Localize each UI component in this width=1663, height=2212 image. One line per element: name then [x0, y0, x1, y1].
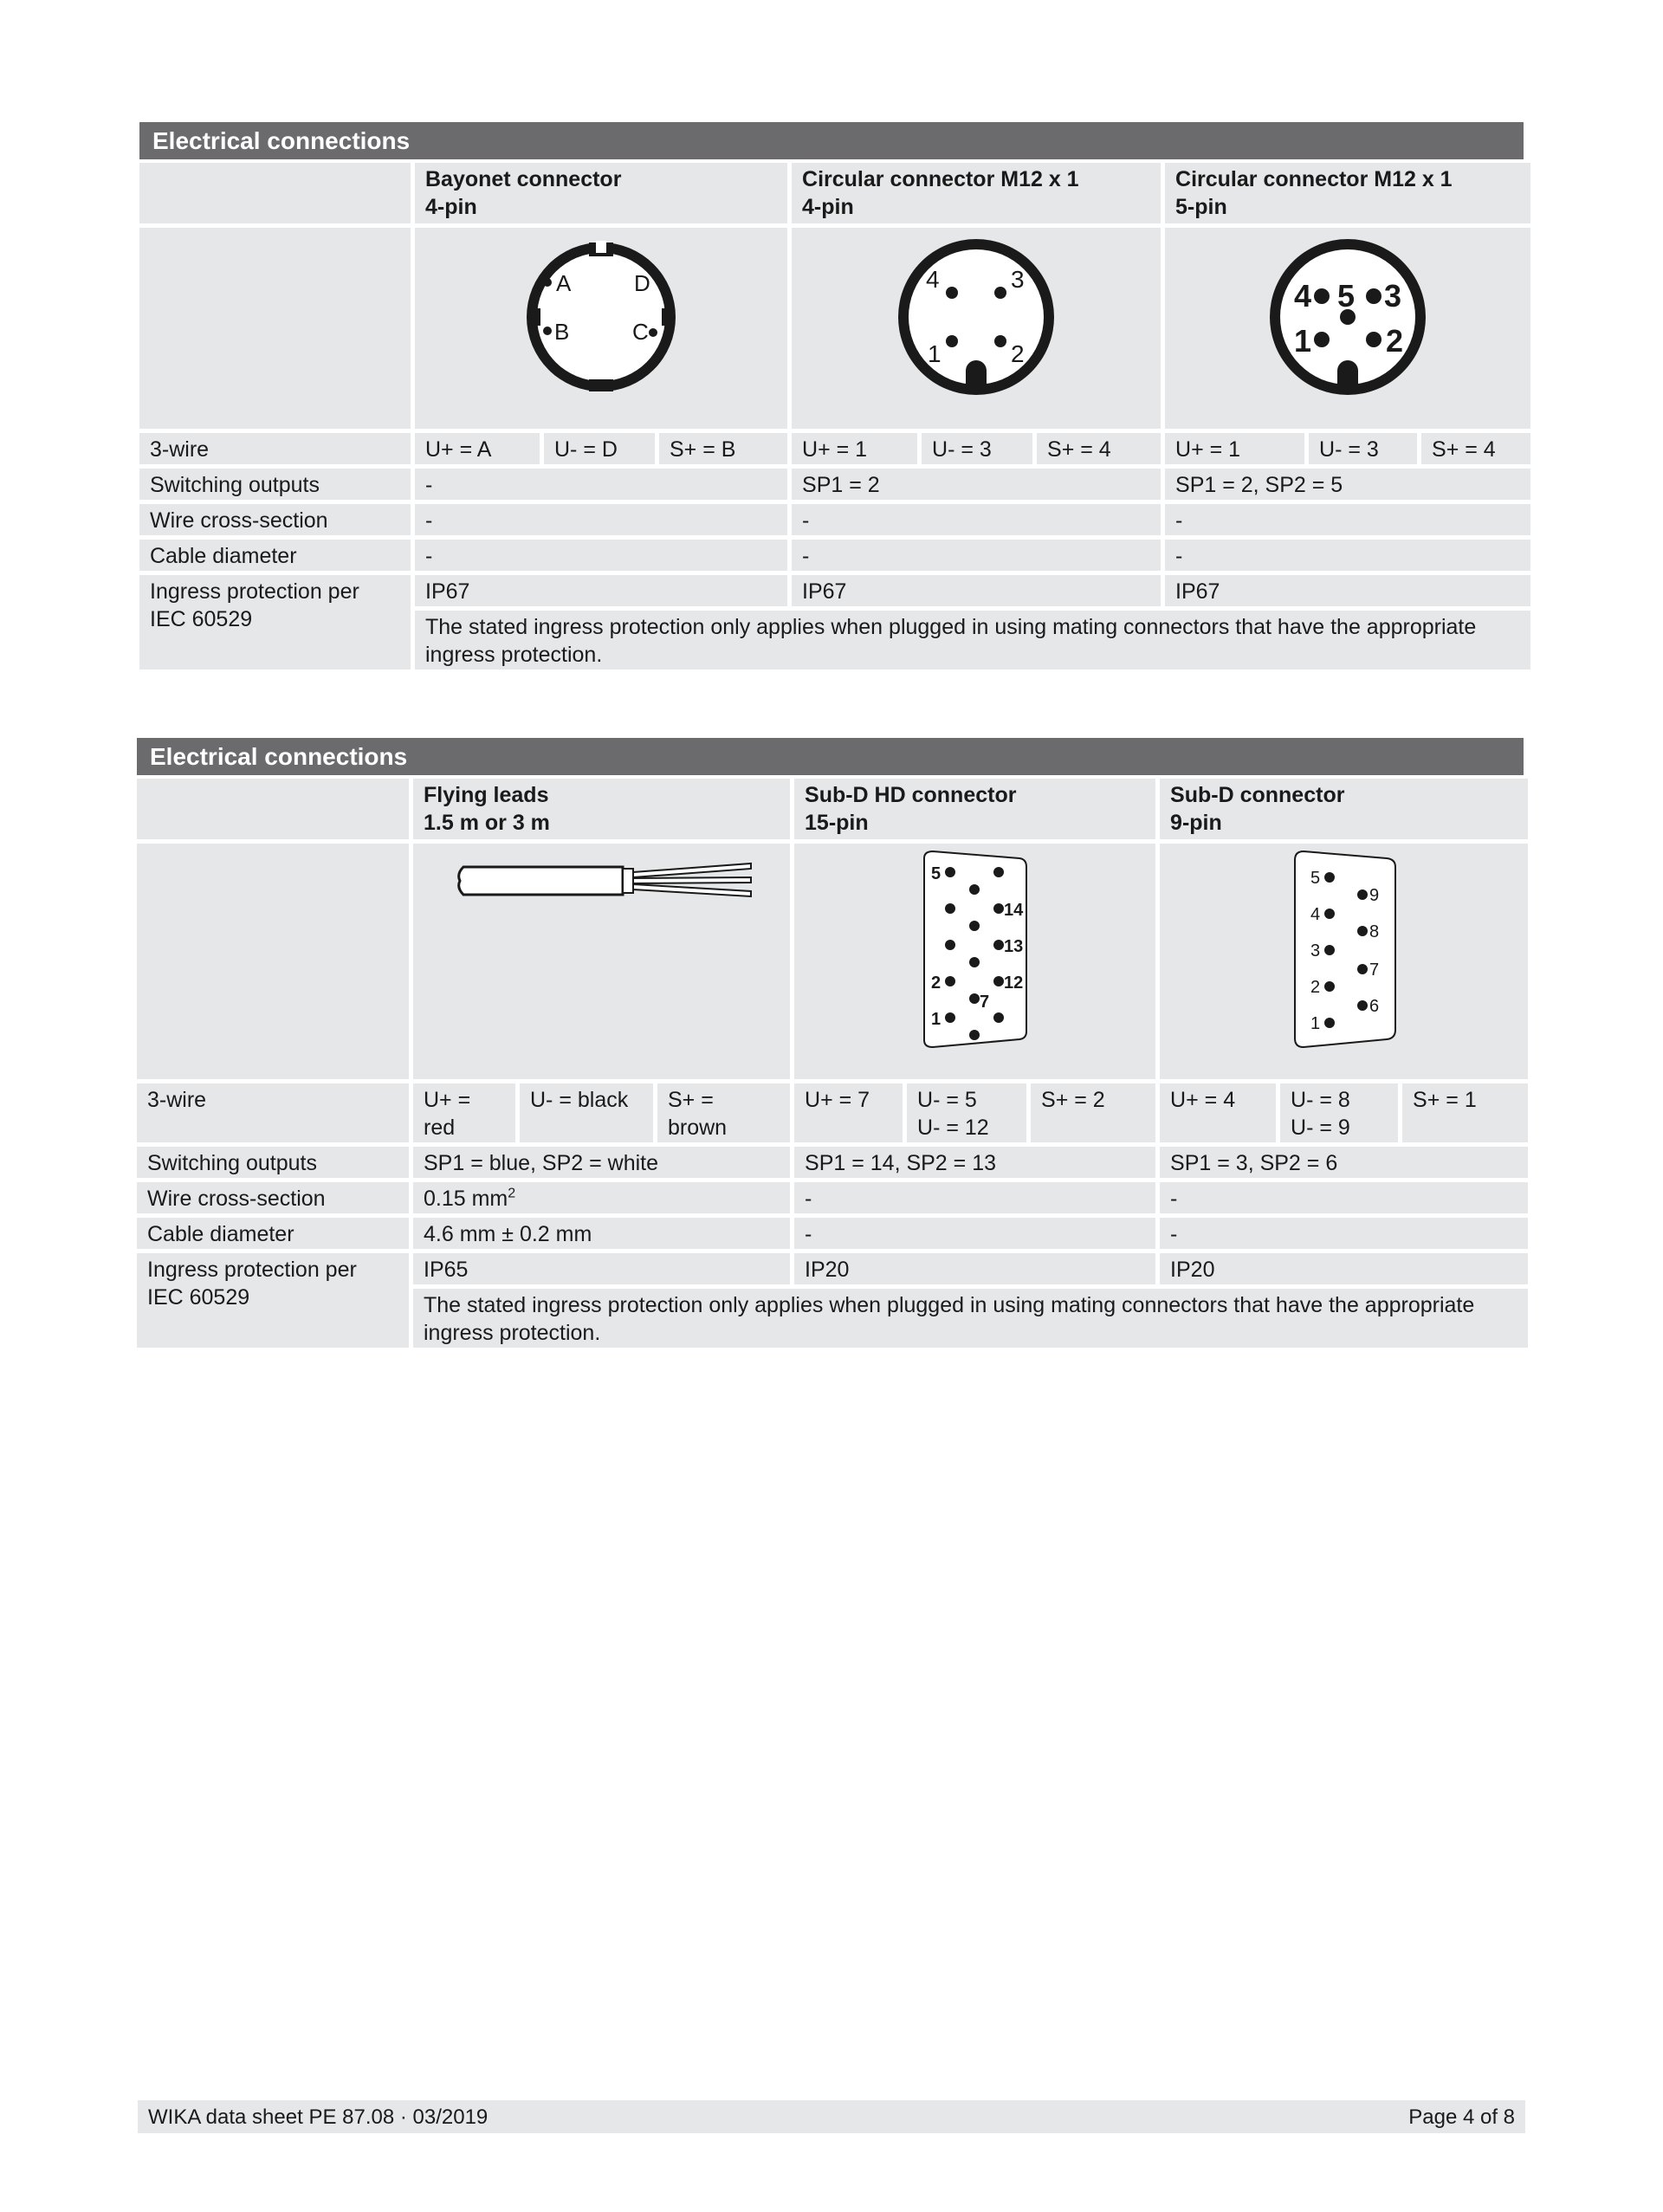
pin-label-9: 9	[1369, 886, 1379, 905]
pin-label-d: D	[634, 270, 650, 296]
cell: -	[792, 540, 1161, 571]
pin-label-5: 5	[930, 864, 941, 883]
pin-label-3: 3	[1310, 941, 1320, 960]
cell: -	[794, 1182, 1155, 1213]
column-header-flying-leads	[413, 779, 790, 839]
cell: -	[415, 504, 787, 535]
column-header-subd-hd	[794, 779, 1155, 839]
pin-label-12: 12	[1003, 973, 1023, 993]
cell: SP1 = 3, SP2 = 6	[1160, 1147, 1528, 1178]
cell-line: U- = 12	[917, 1116, 989, 1140]
pin-label-7: 7	[1369, 960, 1379, 980]
pin-label-8: 8	[1369, 922, 1379, 941]
cell: U+ = 1	[792, 433, 917, 464]
cell-line: U- = 9	[1291, 1116, 1350, 1140]
cell: U+ = A	[415, 433, 540, 464]
pin-label-7: 7	[979, 993, 989, 1012]
row-label-wire-cross-section: Wire cross-section	[137, 1182, 409, 1213]
section-title: Electrical connections	[137, 738, 1524, 775]
wire-value: 0.15 mm	[424, 1187, 508, 1211]
ingress-note: The stated ingress protection only applies when plugged in using mating connectors that have the appropriate ingress protection.	[413, 1289, 1528, 1348]
cell-line: U- = 8	[1291, 1088, 1350, 1112]
pin-label-6: 6	[1369, 997, 1379, 1016]
cell: S+ = B	[659, 433, 787, 464]
cell: -	[1165, 504, 1530, 535]
cell: U+ = 7	[794, 1083, 903, 1142]
row-label-ingress-protection: Ingress protection per IEC 60529	[137, 1253, 409, 1348]
pin-label-2: 2	[1310, 978, 1320, 997]
pin-label-3: 3	[1384, 278, 1402, 314]
cell	[413, 1182, 790, 1213]
m12-5pin-pinout-cell	[1165, 228, 1530, 429]
pin-label-1: 1	[1310, 1014, 1320, 1033]
cell: U+ = 1	[1165, 433, 1304, 464]
column-header-m12-4pin	[792, 163, 1161, 223]
pin-label-a: A	[556, 270, 572, 296]
bayonet-connector-diagram	[514, 230, 688, 404]
pin-label-c: C	[632, 319, 649, 345]
cell: IP20	[794, 1253, 1155, 1284]
pin-label-b: B	[554, 319, 570, 345]
page-footer	[138, 2100, 1525, 2133]
connections-table	[135, 158, 1535, 674]
cell: S+ = 2	[1031, 1083, 1155, 1142]
cell: IP20	[1160, 1253, 1528, 1284]
pinout-blank-cell	[139, 228, 411, 429]
column-header-m12-5pin	[1165, 163, 1530, 223]
ingress-note: The stated ingress protection only applies when plugged in using mating connectors that have the appropriate ingress protection.	[415, 611, 1530, 669]
unit-superscript: 2	[508, 1186, 516, 1201]
column-title: Sub-D HD connector	[805, 783, 1017, 807]
pin-label-1: 1	[1294, 323, 1312, 359]
cell-line: U+ =	[424, 1088, 471, 1112]
column-title: Circular connector M12 x 1	[1175, 167, 1453, 191]
column-header-subd	[1160, 779, 1528, 839]
row-label-switching-outputs: Switching outputs	[139, 469, 411, 500]
header-blank-cell	[137, 779, 409, 839]
flying-leads-pic-cell	[413, 844, 790, 1079]
column-subtitle: 4-pin	[802, 195, 854, 219]
cell: SP1 = blue, SP2 = white	[413, 1147, 790, 1178]
bayonet-pinout-cell	[415, 228, 787, 429]
pin-label-5: 5	[1337, 278, 1356, 314]
pin-label-13: 13	[1003, 937, 1023, 956]
column-subtitle: 15-pin	[805, 811, 869, 835]
cell: IP67	[1165, 575, 1530, 606]
cell: IP67	[415, 575, 787, 606]
column-header-bayonet	[415, 163, 787, 223]
pin-label-14: 14	[1003, 901, 1023, 920]
column-title: Sub-D connector	[1170, 783, 1345, 807]
cell: IP65	[413, 1253, 790, 1284]
column-subtitle: 9-pin	[1170, 811, 1222, 835]
cell: -	[1165, 540, 1530, 571]
column-subtitle: 1.5 m or 3 m	[424, 811, 550, 835]
row-label-3-wire: 3-wire	[139, 433, 411, 464]
column-subtitle: 4-pin	[425, 195, 477, 219]
m12-5pin-connector-diagram	[1261, 230, 1434, 404]
subd-hd-pinout-cell	[794, 844, 1155, 1079]
cell	[907, 1083, 1026, 1142]
cell-line: brown	[668, 1116, 728, 1140]
subd-hd-15pin-diagram	[910, 846, 1040, 1054]
cell	[413, 1083, 515, 1142]
pin-label-4: 4	[1310, 905, 1320, 924]
connections-table	[133, 774, 1532, 1352]
pin-label-1: 1	[928, 340, 942, 367]
cell: IP67	[792, 575, 1161, 606]
cell-line: S+ =	[668, 1088, 714, 1112]
cell: S+ = 4	[1037, 433, 1161, 464]
electrical-connections-section-2	[137, 738, 1524, 1348]
pin-label-2: 2	[1386, 323, 1404, 359]
page-number: Page 4 of 8	[1408, 2105, 1515, 2129]
row-label-cable-diameter: Cable diameter	[139, 540, 411, 571]
cell: SP1 = 2, SP2 = 5	[1165, 469, 1530, 500]
pin-label-2: 2	[930, 973, 941, 993]
pin-label-3: 3	[1011, 266, 1025, 293]
pin-label-1: 1	[930, 1010, 941, 1029]
cell: U+ = 4	[1160, 1083, 1276, 1142]
section-title: Electrical connections	[139, 122, 1524, 159]
flying-leads-cable-diagram	[446, 846, 758, 915]
row-label-ingress-protection: Ingress protection per IEC 60529	[139, 575, 411, 669]
cell: 4.6 mm ± 0.2 mm	[413, 1218, 790, 1249]
cell: -	[1160, 1218, 1528, 1249]
cell: -	[415, 540, 787, 571]
cell: S+ = 4	[1421, 433, 1530, 464]
row-label-cable-diameter: Cable diameter	[137, 1218, 409, 1249]
cell-line: U- = 5	[917, 1088, 977, 1112]
cell: SP1 = 2	[792, 469, 1161, 500]
cell: SP1 = 14, SP2 = 13	[794, 1147, 1155, 1178]
cell: U- = 3	[1309, 433, 1417, 464]
pin-label-5: 5	[1310, 869, 1320, 888]
row-label-switching-outputs: Switching outputs	[137, 1147, 409, 1178]
pin-label-2: 2	[1011, 340, 1025, 367]
cell: -	[415, 469, 787, 500]
pinout-blank-cell	[137, 844, 409, 1079]
pin-label-4: 4	[926, 266, 940, 293]
cell	[1280, 1083, 1398, 1142]
cell	[657, 1083, 790, 1142]
cell: U- = 3	[922, 433, 1032, 464]
column-subtitle: 5-pin	[1175, 195, 1227, 219]
cell-line: red	[424, 1116, 456, 1140]
column-title: Circular connector M12 x 1	[802, 167, 1079, 191]
electrical-connections-section-1	[139, 122, 1524, 669]
row-label-wire-cross-section: Wire cross-section	[139, 504, 411, 535]
datasheet-reference: WIKA data sheet PE 87.08 · 03/2019	[148, 2105, 489, 2129]
column-title: Bayonet connector	[425, 167, 622, 191]
header-blank-cell	[139, 163, 411, 223]
m12-4pin-pinout-cell	[792, 228, 1161, 429]
cell: U- = black	[520, 1083, 653, 1142]
cell: -	[794, 1218, 1155, 1249]
cell: -	[792, 504, 1161, 535]
pin-label-4: 4	[1294, 278, 1312, 314]
subd-9pin-diagram	[1279, 846, 1409, 1054]
cell: U- = D	[544, 433, 655, 464]
m12-4pin-connector-diagram	[890, 230, 1063, 404]
cell: -	[1160, 1182, 1528, 1213]
column-title: Flying leads	[424, 783, 549, 807]
cell: S+ = 1	[1402, 1083, 1528, 1142]
row-label-3-wire: 3-wire	[137, 1083, 409, 1142]
subd-pinout-cell	[1160, 844, 1528, 1079]
